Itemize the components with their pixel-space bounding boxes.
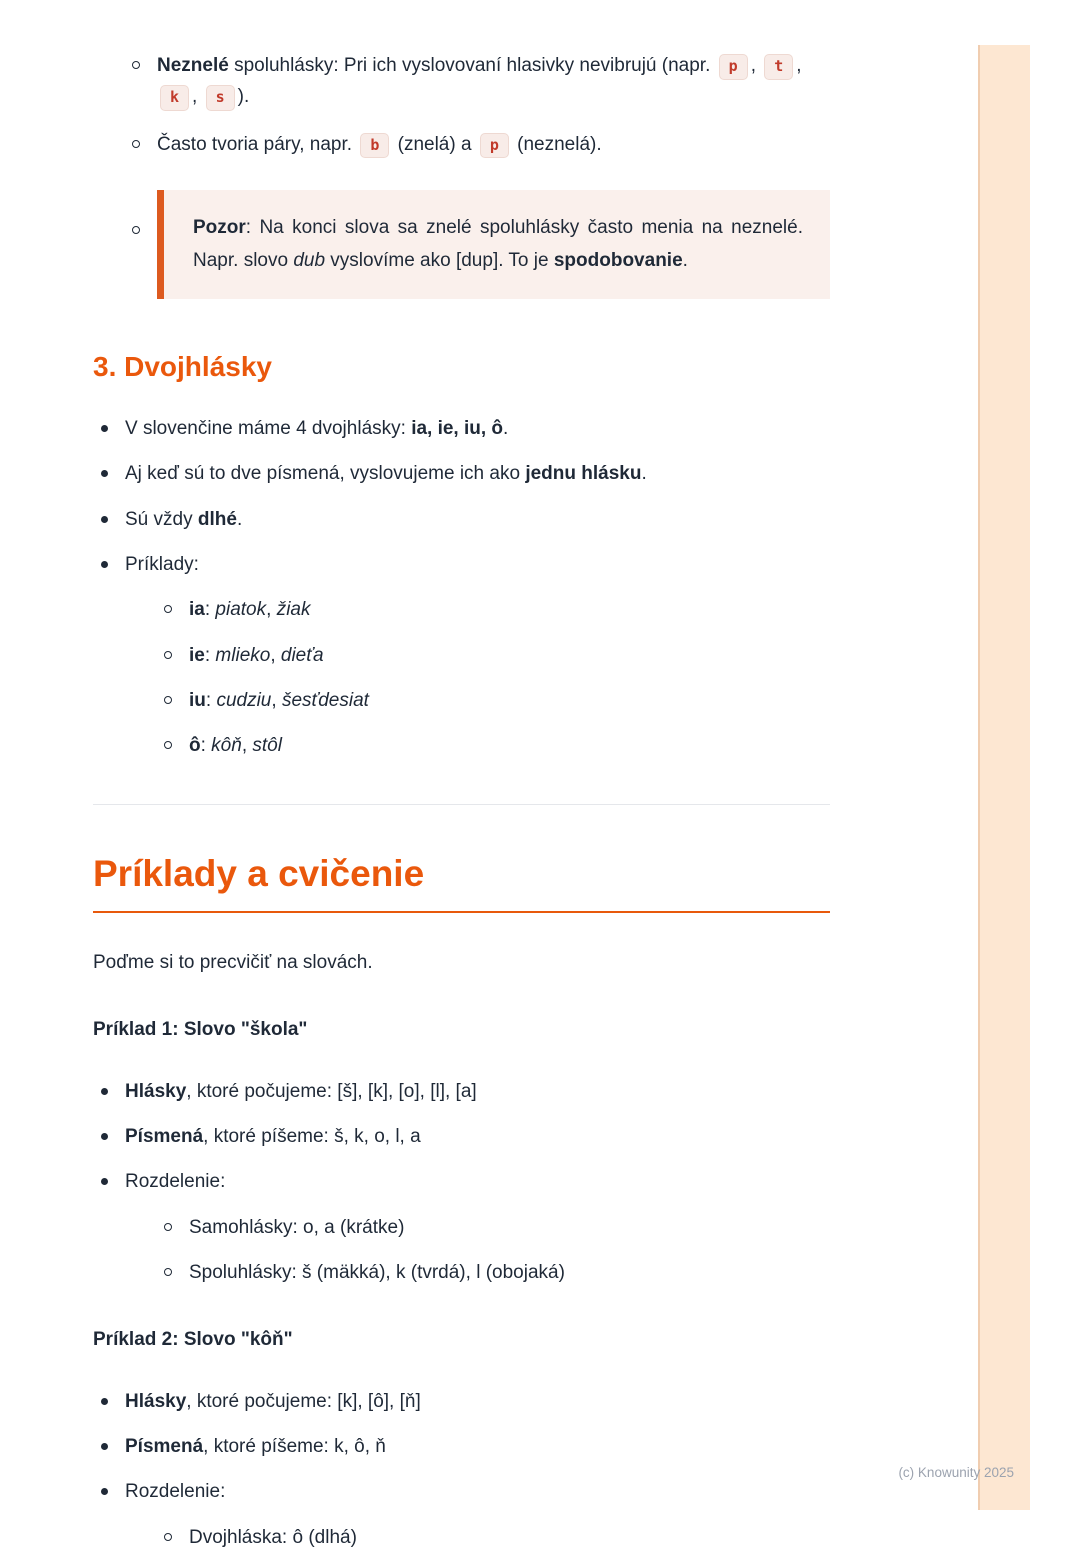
text-segment: .: [682, 250, 688, 272]
text-segment: ).: [237, 86, 250, 108]
list-item: [93, 1121, 830, 1152]
list-item: [93, 1476, 830, 1553]
text-segment: :: [204, 644, 216, 666]
text-segment: iu: [189, 689, 206, 711]
text-segment: Písmená: [125, 1436, 204, 1458]
list-item: [93, 413, 830, 444]
list-item-text: [189, 1527, 357, 1548]
text-segment: Často tvoria páry, napr.: [157, 133, 358, 155]
list-item-text: [125, 1436, 386, 1457]
inline-code: p: [480, 133, 509, 159]
list-item: [93, 549, 830, 762]
text-segment: , ktoré počujeme: [k], [ô], [ň]: [186, 1390, 421, 1412]
text-segment: dub: [293, 250, 326, 272]
text-segment: ia, ie, iu, ô: [411, 417, 504, 439]
text-segment: Poďme si to precvičiť na slovách.: [93, 951, 373, 973]
text-segment: ,: [266, 599, 277, 621]
list-item-text: [125, 554, 199, 575]
list-item: [157, 594, 830, 625]
list-item-text: [157, 134, 602, 155]
list-item-text: [157, 55, 802, 107]
text-segment: Neznelé: [157, 55, 229, 76]
text-segment: ,: [750, 55, 762, 76]
example1-sub-list: [157, 1212, 830, 1289]
text-segment: :: [200, 735, 212, 757]
example1-list: [93, 1076, 830, 1289]
dvojhlasky-examples-list: [157, 594, 830, 761]
section-divider: [93, 804, 830, 805]
example2-sub-list: [157, 1522, 830, 1553]
list-item-text: [125, 418, 508, 439]
list-item: [157, 640, 830, 671]
document-content: [93, 50, 830, 1567]
text-segment: Samohlásky: o, a (krátke): [189, 1216, 405, 1238]
text-segment: :: [205, 689, 217, 711]
list-item-text: [189, 1262, 565, 1283]
list-item: [93, 50, 830, 113]
text-segment: Príklad 2: Slovo "kôň": [93, 1329, 293, 1351]
text-segment: ,: [192, 86, 203, 108]
list-item-text: [125, 1391, 421, 1412]
text-segment: (neznelá).: [511, 133, 602, 155]
text-segment: .: [236, 508, 243, 530]
text-segment: Pozor: [193, 217, 246, 239]
text-segment: ô: [189, 735, 201, 757]
list-item-text: [125, 1481, 225, 1502]
list-item-text: [189, 599, 310, 620]
text-segment: Rozdelenie:: [125, 1171, 226, 1193]
list-item: [157, 1257, 830, 1288]
list-item-text: [189, 690, 369, 711]
text-segment: Hlásky: [125, 1080, 187, 1102]
text-segment: .: [641, 463, 647, 485]
text-segment: spoluhlásky: Pri ich vyslovovaní hlasivky nevibrujú (napr.: [228, 55, 716, 76]
text-segment: ,: [241, 735, 253, 757]
text-segment: , ktoré počujeme: [š], [k], [o], [l], [a]: [186, 1080, 477, 1102]
text-segment: piatok: [215, 599, 267, 621]
text-segment: ie: [189, 644, 205, 666]
text-segment: :: [204, 599, 216, 621]
text-segment: Rozdelenie:: [125, 1481, 226, 1503]
text-segment: , ktoré píšeme: k, ô, ň: [203, 1436, 386, 1458]
text-segment: Písmená: [125, 1125, 204, 1147]
list-item: [93, 1076, 830, 1107]
text-segment: Spoluhlásky: š (mäkká), k (tvrdá), l (obojaká): [189, 1261, 565, 1283]
callout-text: [193, 217, 803, 271]
text-segment: jednu hlásku: [525, 463, 642, 485]
text-segment: stôl: [252, 735, 282, 757]
text-segment: kôň: [211, 735, 242, 757]
list-item-text: [125, 509, 242, 530]
list-item: [157, 1212, 830, 1243]
text-segment: dieťa: [280, 644, 324, 666]
list-item: [157, 1522, 830, 1553]
text-segment: dlhé: [197, 508, 237, 530]
text-segment: ,: [270, 644, 281, 666]
text-segment: .: [503, 417, 509, 439]
text-segment: Hlásky: [125, 1390, 187, 1412]
list-item: [157, 730, 830, 761]
example2-title: [93, 1324, 830, 1355]
inline-code: s: [206, 85, 235, 111]
callout-pozor: [157, 190, 830, 299]
intro-list: [93, 50, 830, 299]
list-item-text: [189, 735, 282, 756]
text-segment: , ktoré píšeme: š, k, o, l, a: [203, 1125, 421, 1147]
copyright-notice: (c) Knowunity 2025: [898, 1464, 1014, 1480]
list-item: [93, 504, 830, 535]
example2-list: [93, 1386, 830, 1553]
dvojhlasky-list: [93, 413, 830, 762]
text-segment: V slovenčine máme 4 dvojhlásky:: [125, 417, 412, 439]
text-segment: Dvojhláska: ô (dlhá): [189, 1526, 357, 1548]
list-item: [93, 1166, 830, 1288]
list-item: [157, 685, 830, 716]
list-item-text: [125, 1081, 477, 1102]
text-segment: mlieko: [215, 644, 271, 666]
list-item-text: [125, 1171, 225, 1192]
text-segment: ,: [271, 689, 282, 711]
text-segment: cudziu: [216, 689, 272, 711]
text-segment: ,: [796, 55, 802, 76]
text-segment: vyslovíme ako [dup]. To je: [325, 250, 554, 272]
list-item-text: [189, 645, 324, 666]
text-segment: : Na konci slova sa znelé spoluhlásky často menia na neznelé. Napr. slovo: [193, 217, 803, 272]
page-title: Príklady a cvičenie: [93, 851, 830, 913]
list-item: [93, 1431, 830, 1462]
example1-title: [93, 1014, 830, 1045]
inline-code: t: [764, 54, 793, 80]
text-segment: šesťdesiat: [281, 689, 369, 711]
list-item-text: [125, 463, 647, 484]
section-heading-dvojhlasky: 3. Dvojhlásky: [93, 350, 272, 382]
text-segment: Príklad 1: Slovo "škola": [93, 1019, 308, 1041]
text-segment: ia: [189, 599, 205, 621]
list-item: [93, 458, 830, 489]
inline-code: p: [719, 54, 748, 80]
list-item: [93, 190, 830, 299]
text-segment: Príklady:: [125, 553, 199, 575]
inline-code: k: [160, 85, 189, 111]
scrollbar-track[interactable]: [978, 45, 1030, 1510]
text-segment: (znelá) a: [392, 133, 477, 155]
list-item: [93, 129, 830, 160]
intro-paragraph: [93, 947, 830, 978]
list-item: [93, 1386, 830, 1417]
list-item-text: [189, 1217, 404, 1238]
text-segment: Sú vždy: [125, 508, 198, 530]
text-segment: žiak: [276, 599, 311, 621]
list-item-text: [125, 1126, 421, 1147]
inline-code: b: [360, 133, 389, 159]
text-segment: spodobovanie: [553, 250, 683, 272]
text-segment: Aj keď sú to dve písmená, vyslovujeme ich ako: [125, 463, 526, 485]
